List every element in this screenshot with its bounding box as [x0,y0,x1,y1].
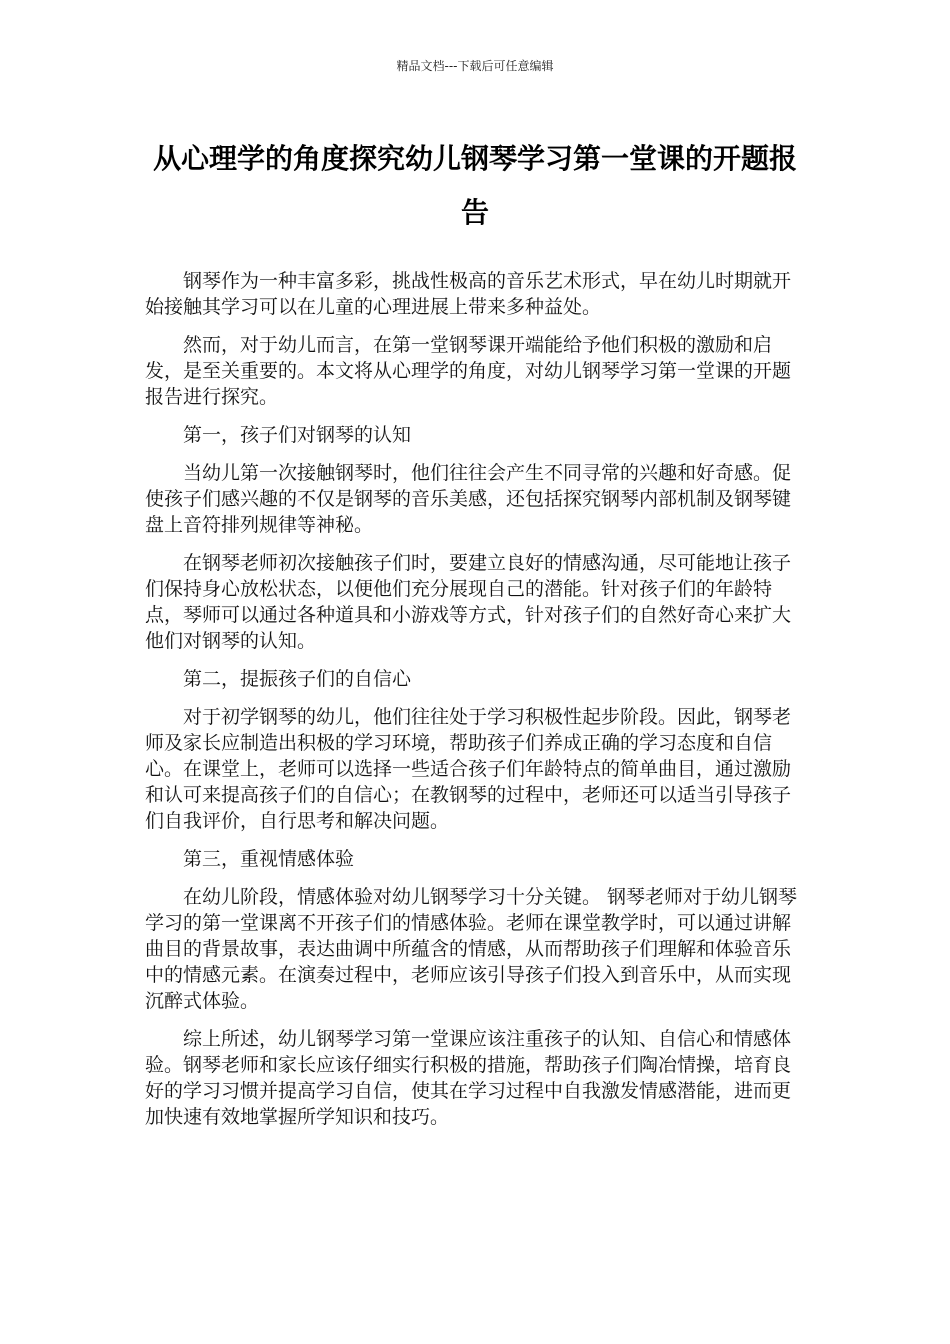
paragraph-cognition-2: 在钢琴老师初次接触孩子们时，要建立良好的情感沟通，尽可能地让孩子们保持身心放松状态，以便他们充分展现自己的潜能。针对孩子们的年龄特点，琴师可以通过各种道具和小游戏等方式，针对孩子们的自然好奇心来扩大他们对钢琴的认知。 [145,552,792,652]
header-note: 精品文档---下载后可任意编辑 [396,59,554,73]
paragraph-conclusion: 综上所述，幼儿钢琴学习第一堂课应该注重孩子的认知、自信心和情感体验。钢琴老师和家长应该仔细实行积极的措施，帮助孩子们陶冶情操，培育良好的学习习惯并提高学习自信，使其在学习过程中自我激发情感潜能，进而更加快速有效地掌握所学知识和技巧。 [145,1028,792,1128]
paragraph-intro: 钢琴作为一种丰富多彩，挑战性极高的音乐艺术形式，早在幼儿时期就开始接触其学习可以在儿童的心理进展上带来多种益处。 [145,270,792,318]
section-heading-cognition: 第一，孩子们对钢琴的认知 [183,424,412,446]
section-heading-emotion: 第三，重视情感体验 [183,848,355,870]
document-body [145,268,805,1142]
paragraph-confidence: 对于初学钢琴的幼儿，他们往往处于学习积极性起步阶段。因此，钢琴老师及家长应制造出积极的学习环境，帮助孩子们养成正确的学习态度和自信心。在课堂上，老师可以选择一些适合孩子们年龄特点的简单曲目，通过激励和认可来提高孩子们的自信心；在教钢琴的过程中，老师还可以适当引导孩子们自我评价，自行思考和解决问题。 [145,706,792,832]
paragraph-purpose: 然而，对于幼儿而言，在第一堂钢琴课开端能给予他们积极的激励和启发，是至关重要的。本文将从心理学的角度，对幼儿钢琴学习第一堂课的开题报告进行探究。 [145,334,792,408]
paragraph-cognition-1: 当幼儿第一次接触钢琴时，他们往往会产生不同寻常的兴趣和好奇感。促使孩子们感兴趣的不仅是钢琴的音乐美感，还包括探究钢琴内部机制及钢琴键盘上音符排列规律等神秘。 [145,462,792,536]
document-title: 从心理学的角度探究幼儿钢琴学习第一堂课的开题报告 [152,142,797,229]
paragraph-emotion: 在幼儿阶段，情感体验对幼儿钢琴学习十分关键。 钢琴老师对于幼儿钢琴学习的第一堂课离不开孩子们的情感体验。老师在课堂教学时，可以通过讲解曲目的背景故事，表达曲调中所蕴含的情感，从而帮助孩子们理解和体验音乐中的情感元素。在演奏过程中，老师应该引导孩子们投入到音乐中，从而实现沉醉式体验。 [145,886,798,1012]
section-heading-confidence: 第二，提振孩子们的自信心 [183,668,412,690]
